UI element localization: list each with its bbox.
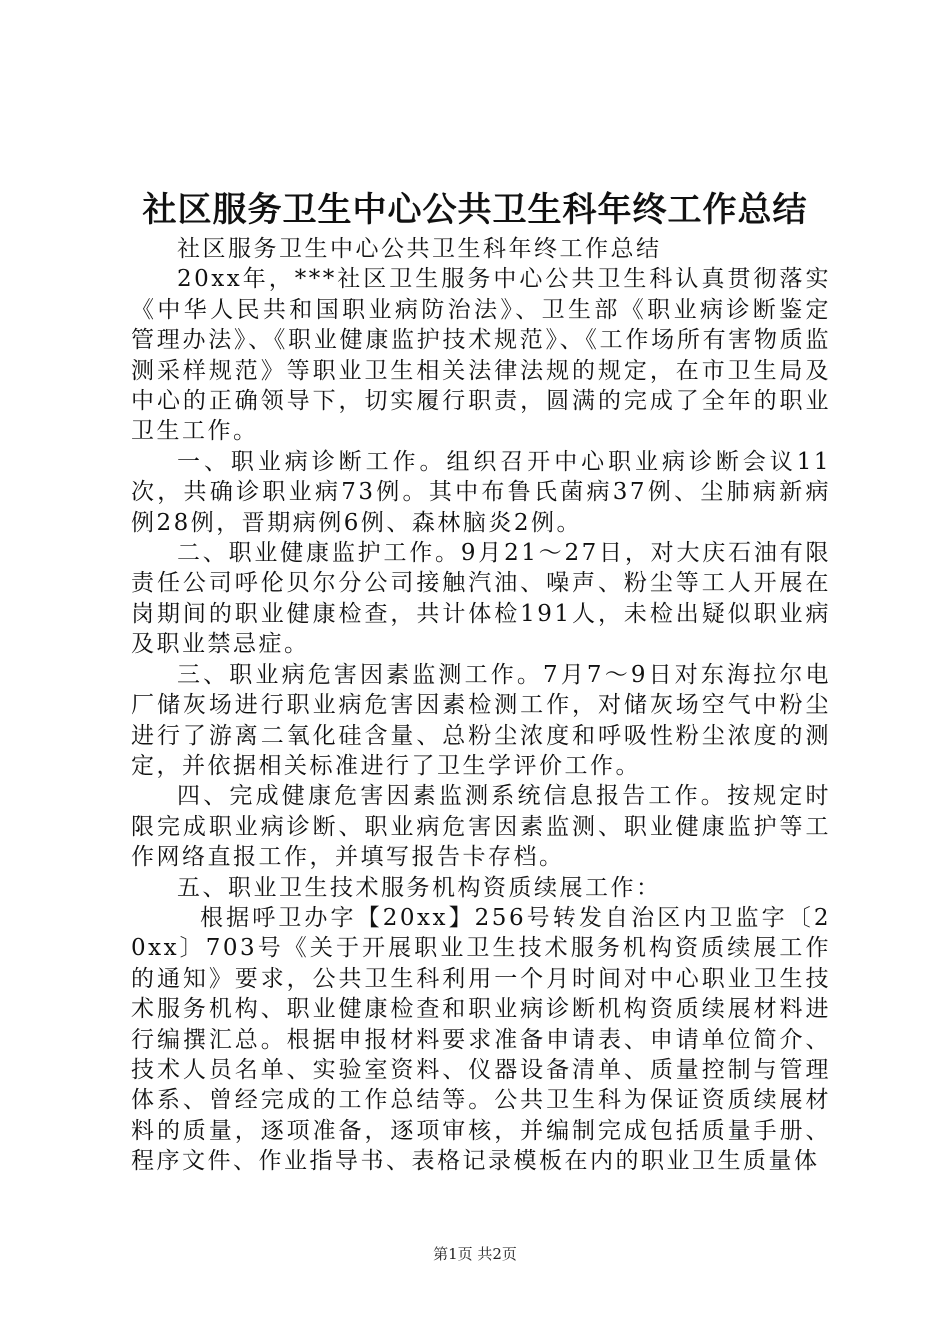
paragraph-subtitle: 社区服务卫生中心公共卫生科年终工作总结	[177, 236, 662, 262]
paragraph-section-2: 二、职业健康监护工作。9月21～27日，对大庆石油有限责任公司呼伦贝尔分公司接触汽油、噪声、粉尘等工人开展在岗期间的职业健康检查，共计体检191人，未检出疑似职业病及职业禁忌症。	[131, 540, 831, 658]
paragraph-section-1: 一、职业病诊断工作。组织召开中心职业病诊断会议11次，共确诊职业病73例。其中布鲁氏菌病37例、尘肺病新病例28例，晋期病例6例、森林脑炎2例。	[131, 448, 831, 536]
document-title: 社区服务卫生中心公共卫生科年终工作总结	[142, 190, 808, 230]
paragraph-section-4: 四、完成健康危害因素监测系统信息报告工作。按规定时限完成职业病诊断、职业病危害因素监测、职业健康监护等工作网络直报工作，并填写报告卡存档。	[131, 783, 831, 871]
page-number-footer: 第1页 共2页	[433, 1245, 517, 1263]
document-body	[131, 234, 831, 1177]
paragraph-section-5-body: 根据呼卫办字【20xx】256号转发自治区内卫监字〔20xx〕703号《关于开展职业卫生技术服务机构资质续展工作的通知》要求，公共卫生科利用一个月时间对中心职业卫生技术服务机构、职业健康检查和职业病诊断机构资质续展材料进行编撰汇总。根据申报材料要求准备申请表、申请单位简介、技术人员名单、实验室资料、仪器设备清单、质量控制与管理体系、曾经完成的工作总结等。公共卫生科为保证资质续展材料的质量，逐项准备，逐项审核，并编制完成包括质量手册、程序文件、作业指导书、表格记录模板在内的职业卫生质量体	[131, 904, 831, 1175]
paragraph-section-3: 三、职业病危害因素监测工作。7月7～9日对东海拉尔电厂储灰场进行职业病危害因素检测工作，对储灰场空气中粉尘进行了游离二氧化硅含量、总粉尘浓度和呼吸性粉尘浓度的测定，并依据相关标准进行了卫生学评价工作。	[131, 661, 831, 779]
paragraph-section-5-heading: 五、职业卫生技术服务机构资质续展工作：	[177, 874, 662, 901]
paragraph-intro: 20xx年，***社区卫生服务中心公共卫生科认真贯彻落实《中华人民共和国职业病防治法》、卫生部《职业病诊断鉴定管理办法》、《职业健康监护技术规范》、《工作场所有害物质监测采样规范》等职业卫生相关法律法规的规定，在市卫生局及中心的正确领导下，切实履行职责，圆满的完成了全年的职业卫生工作。	[131, 266, 831, 445]
